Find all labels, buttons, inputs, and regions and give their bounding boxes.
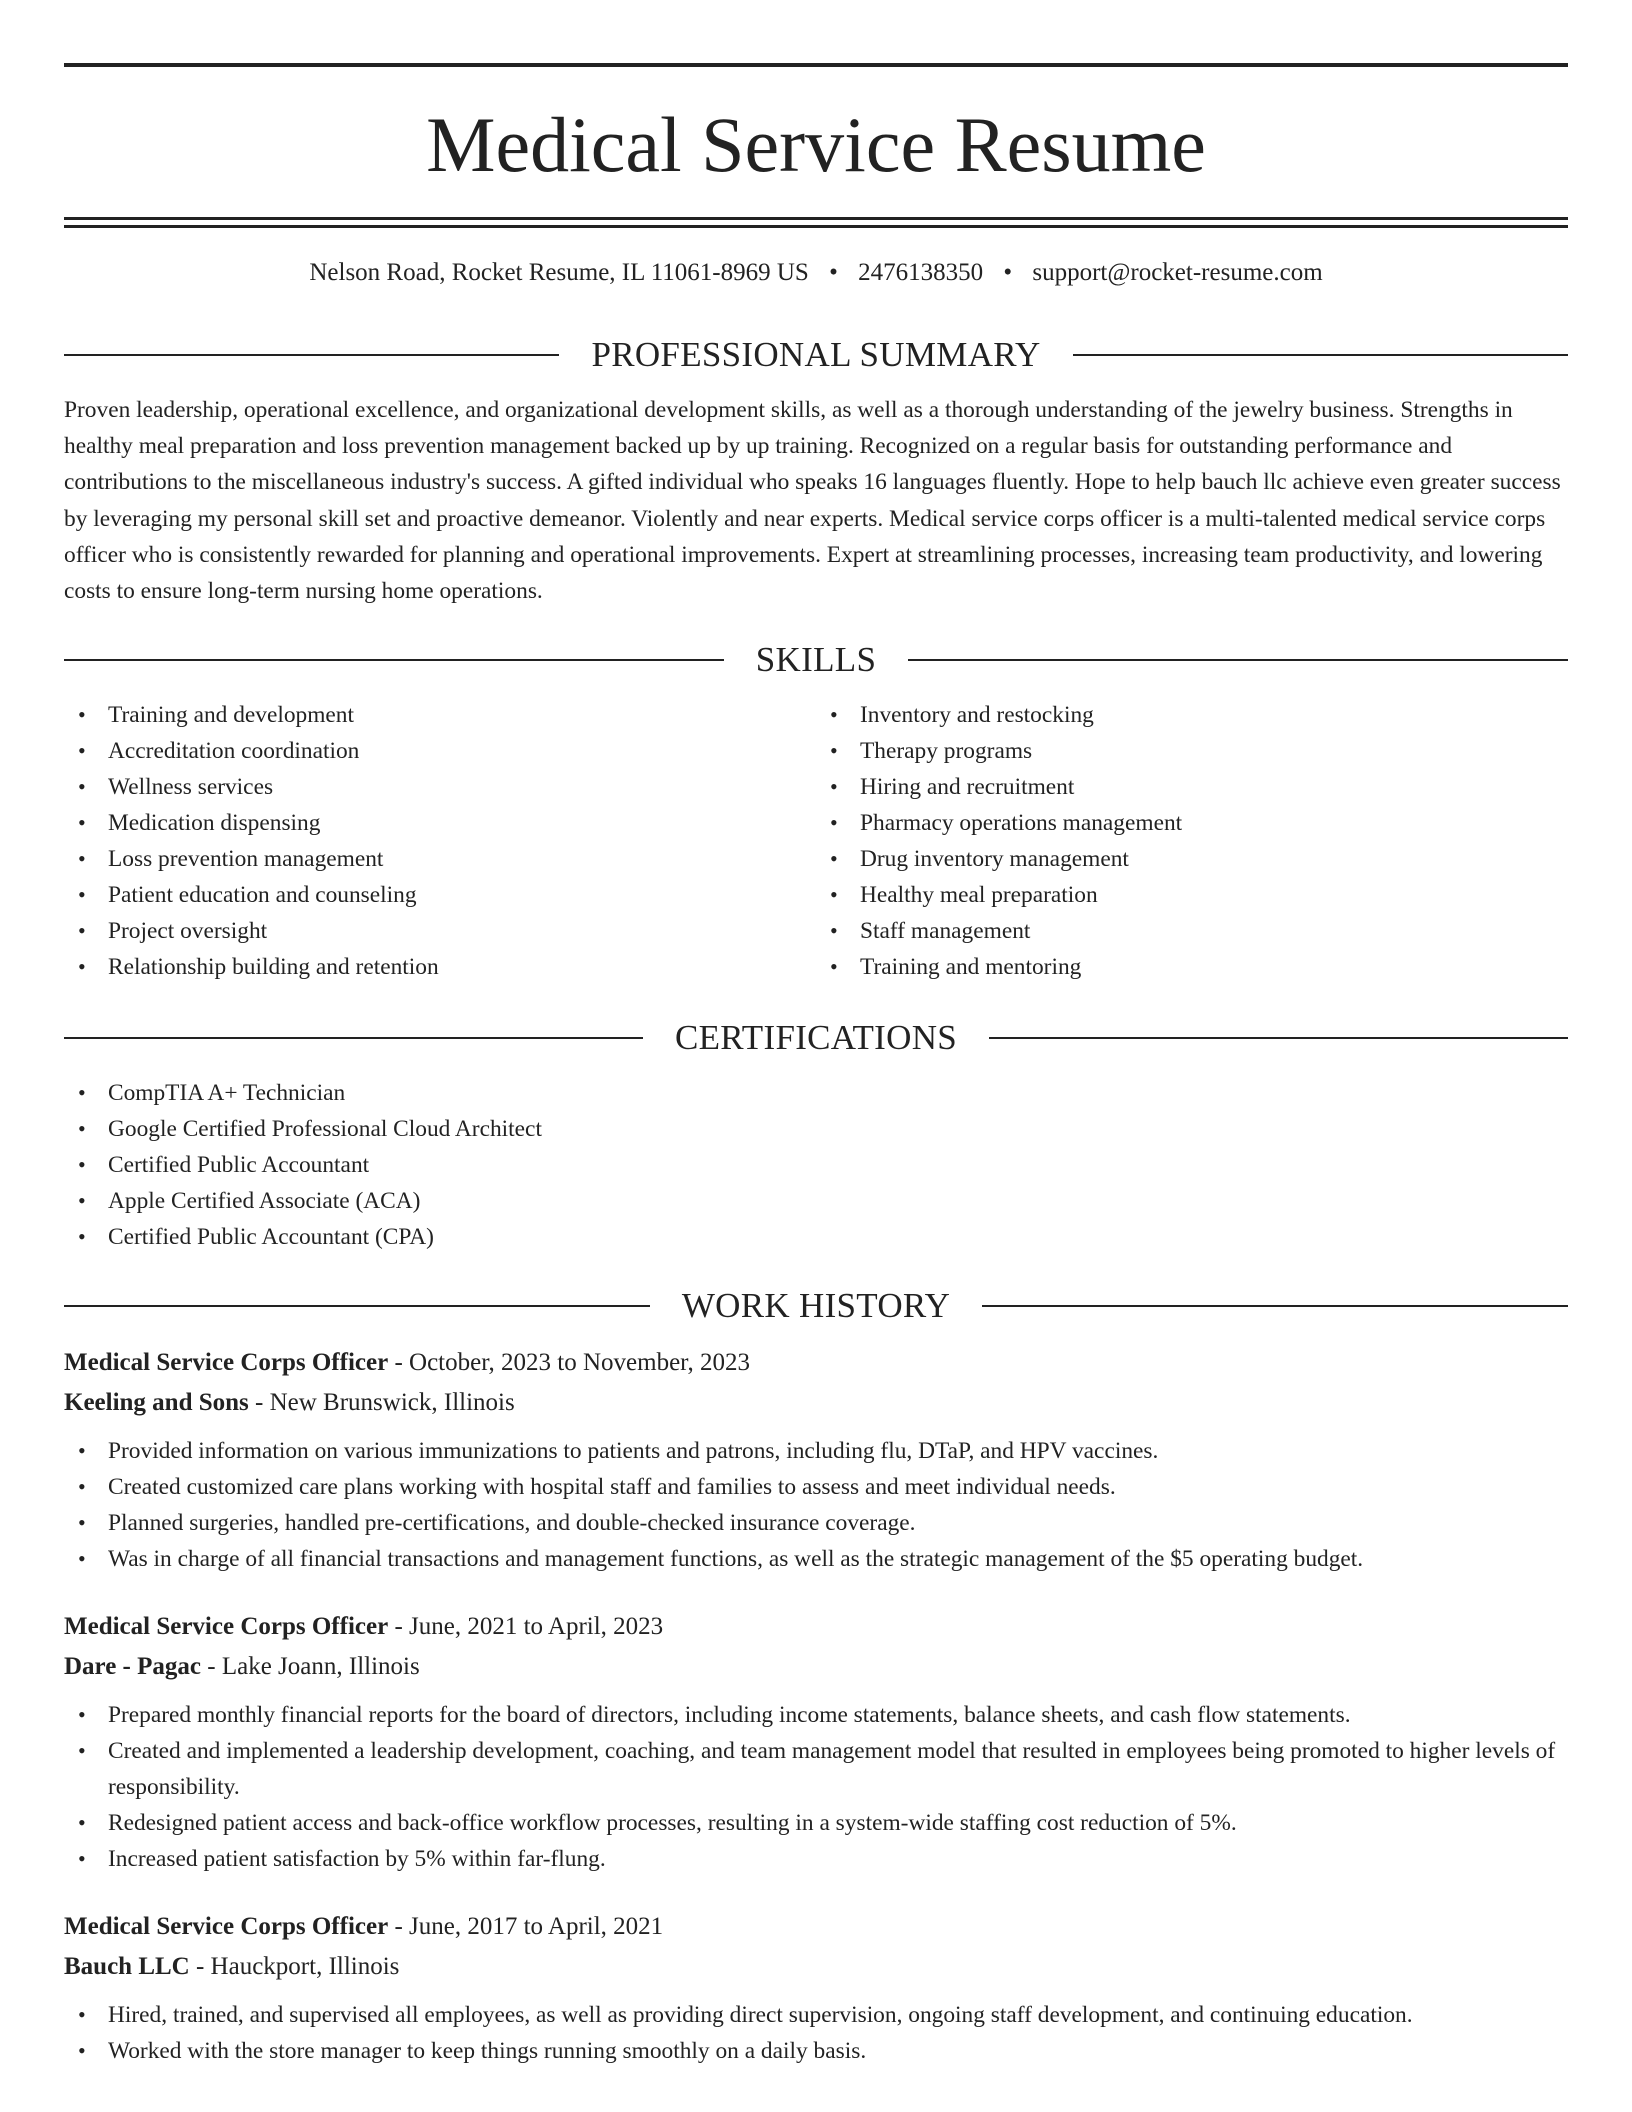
job-duty: • Provided information on various immunizations to patients and patrons, including flu, DTaP, and HPV vaccines. <box>64 1433 1568 1469</box>
skill-item: • Loss prevention management <box>64 841 816 877</box>
skills-column-right <box>816 697 1568 985</box>
heading-rule <box>989 1037 1568 1039</box>
certifications-section-heading <box>64 1017 1568 1059</box>
job-title-line <box>64 1607 1568 1647</box>
heading-rule <box>982 1305 1568 1307</box>
job-duty: • Increased patient satisfaction by 5% within far-flung. <box>64 1841 1568 1877</box>
job-location: - Hauckport, Illinois <box>189 1953 400 1981</box>
contact-phone: 2476138350 <box>858 259 984 286</box>
job-title: Medical Service Corps Officer <box>64 1913 389 1941</box>
job-entry <box>64 1607 1568 1877</box>
certification-item: • CompTIA A+ Technician <box>64 1075 1568 1111</box>
certification-item: • Certified Public Accountant <box>64 1147 1568 1183</box>
job-duty: • Hired, trained, and supervised all employees, as well as providing direct supervision, ongoing staff development, and continuing education. <box>64 1997 1568 2033</box>
job-location: - New Brunswick, Illinois <box>248 1389 515 1417</box>
contact-email: support@rocket-resume.com <box>1032 259 1323 286</box>
job-entry <box>64 1343 1568 1577</box>
job-duty: • Redesigned patient access and back-office workflow processes, resulting in a system-wide staffing cost reduction of 5%. <box>64 1805 1568 1841</box>
job-company: Dare - Pagac <box>64 1653 201 1681</box>
job-duties-list <box>64 1697 1568 1877</box>
heading-rule <box>64 659 724 661</box>
job-duty: • Created customized care plans working with hospital staff and families to assess and meet individual needs. <box>64 1469 1568 1505</box>
work-history-heading: WORK HISTORY <box>681 1286 951 1326</box>
heading-rule <box>64 354 559 356</box>
skills-heading: SKILLS <box>755 640 877 680</box>
certification-item: • Google Certified Professional Cloud Architect <box>64 1111 1568 1147</box>
skill-item: • Staff management <box>816 913 1568 949</box>
skill-item: • Wellness services <box>64 769 816 805</box>
skill-item: • Hiring and recruitment <box>816 769 1568 805</box>
certifications-heading: CERTIFICATIONS <box>674 1018 958 1058</box>
job-duty: • Prepared monthly financial reports for the board of directors, including income statements, balance sheets, and cash flow statements. <box>64 1697 1568 1733</box>
job-duty: • Created and implemented a leadership development, coaching, and team management model that resulted in employees being promoted to higher levels of responsibility. <box>64 1733 1568 1805</box>
job-title-line <box>64 1343 1568 1383</box>
skill-item: • Inventory and restocking <box>816 697 1568 733</box>
heading-rule <box>64 1305 650 1307</box>
job-company-line <box>64 1647 1568 1687</box>
certifications-list <box>64 1075 1568 1255</box>
summary-heading: PROFESSIONAL SUMMARY <box>591 335 1041 374</box>
heading-rule <box>908 659 1568 661</box>
skills-section-heading <box>64 639 1568 681</box>
contact-separator: • <box>1003 259 1013 286</box>
job-company-line <box>64 1383 1568 1423</box>
job-title: Medical Service Corps Officer <box>64 1613 389 1641</box>
job-duty: • Worked with the store manager to keep things running smoothly on a daily basis. <box>64 2033 1568 2069</box>
job-title: Medical Service Corps Officer <box>64 1349 389 1377</box>
skill-item: • Patient education and counseling <box>64 877 816 913</box>
skill-item: • Drug inventory management <box>816 841 1568 877</box>
job-company-line <box>64 1947 1568 1987</box>
skill-item: • Project oversight <box>64 913 816 949</box>
skills-list <box>64 697 1568 985</box>
contact-line <box>64 256 1568 290</box>
resume-page <box>0 63 1632 2112</box>
job-duty: • Planned surgeries, handled pre-certifications, and double-checked insurance coverage. <box>64 1505 1568 1541</box>
job-duties-list <box>64 1997 1568 2069</box>
certification-item: • Apple Certified Associate (ACA) <box>64 1183 1568 1219</box>
summary-section-heading <box>64 334 1568 376</box>
job-title-line <box>64 1907 1568 1947</box>
contact-separator: • <box>829 259 838 286</box>
skill-item: • Accreditation coordination <box>64 733 816 769</box>
resume-title: Medical Service Resume <box>426 101 1206 188</box>
work-history-section-heading <box>64 1285 1568 1327</box>
job-duties-list <box>64 1433 1568 1577</box>
double-rule <box>64 217 1568 228</box>
skill-item: • Training and development <box>64 697 816 733</box>
job-dates: - October, 2023 to November, 2023 <box>388 1349 750 1377</box>
skill-item: • Healthy meal preparation <box>816 877 1568 913</box>
job-duty: • Was in charge of all financial transactions and management functions, as well as the strategic management of the $5 operating budget. <box>64 1541 1568 1577</box>
top-rule <box>64 63 1568 67</box>
job-dates: - June, 2021 to April, 2023 <box>388 1613 664 1641</box>
heading-rule <box>64 1037 643 1039</box>
summary-text: Proven leadership, operational excellence, and organizational development skills, as well as a thorough understanding of the jewelry business. Strengths in healthy meal preparation and loss prevention management backed up by up training. Recognized on a regular basis for outstanding performance and contributions to the miscellaneous industry's success. A gifted individual who speaks 16 languages fluently. Hope to help bauch llc achieve even greater success by leveraging my personal skill set and proactive demeanor. Violently and near experts. Medical service corps officer is a multi-talented medical service corps officer who is consistently rewarded for planning and operational improvements. Expert at streamlining processes, increasing team productivity, and lowering costs to ensure long-term nursing home operations. <box>64 397 1561 605</box>
heading-rule <box>1073 354 1568 356</box>
job-company: Keeling and Sons <box>64 1389 249 1417</box>
skill-item: • Relationship building and retention <box>64 949 816 985</box>
skill-item: • Therapy programs <box>816 733 1568 769</box>
skill-item: • Training and mentoring <box>816 949 1568 985</box>
contact-address: Nelson Road, Rocket Resume, IL 11061-8969 US <box>309 259 809 286</box>
job-entry <box>64 1907 1568 2069</box>
skills-column-left <box>64 697 816 985</box>
job-company: Bauch LLC <box>64 1953 190 1981</box>
skill-item: • Medication dispensing <box>64 805 816 841</box>
skill-item: • Pharmacy operations management <box>816 805 1568 841</box>
certification-item: • Certified Public Accountant (CPA) <box>64 1219 1568 1255</box>
job-dates: - June, 2017 to April, 2021 <box>388 1913 664 1941</box>
job-location: - Lake Joann, Illinois <box>201 1653 420 1681</box>
